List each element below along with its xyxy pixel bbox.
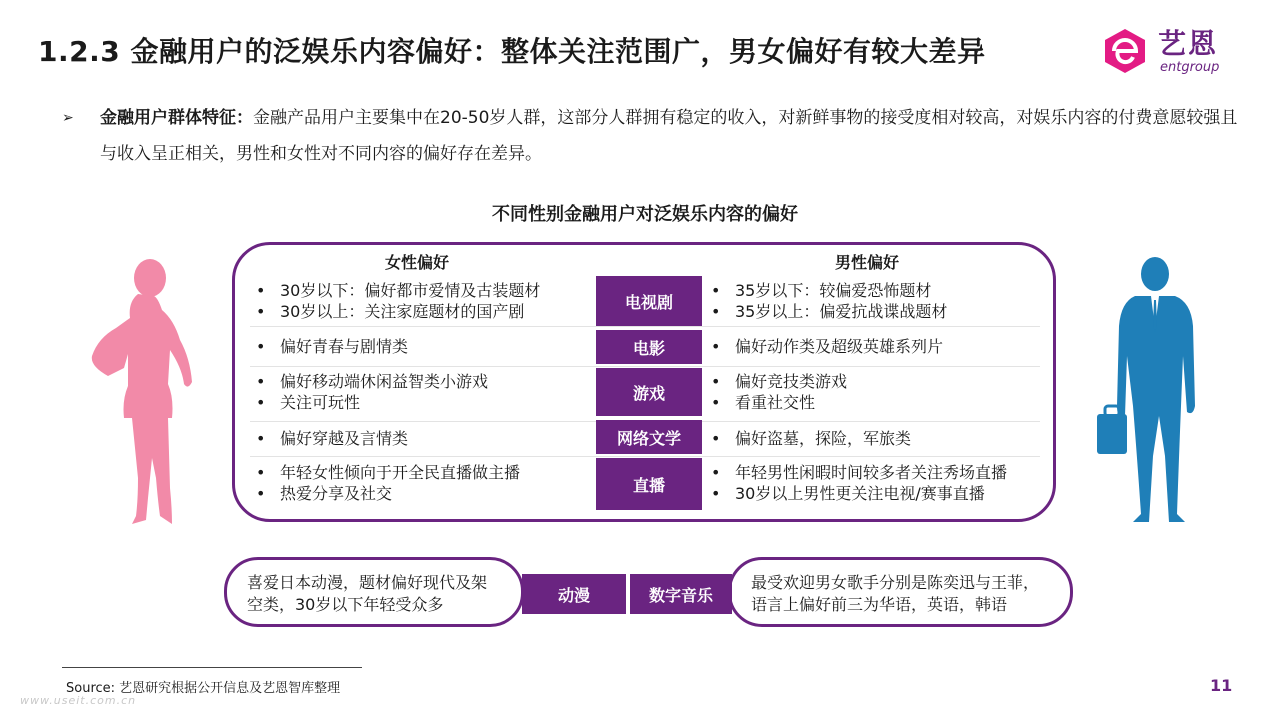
list-item: • 看重社交性 xyxy=(705,392,1045,413)
watermark: www.useit.com.cn xyxy=(20,694,137,707)
female-webnovel-list xyxy=(250,428,590,449)
category-music: 数字音乐 xyxy=(630,574,732,614)
music-description: 最受欢迎男女歌手分别是陈奕迅与王菲，语言上偏好前三为华语，英语，韩语 xyxy=(728,557,1073,627)
entgroup-logo xyxy=(1100,22,1250,78)
row-divider xyxy=(250,326,1040,327)
male-game-list xyxy=(705,371,1045,413)
male-tv-list xyxy=(705,280,1045,322)
logo-cn-text: 艺恩 xyxy=(1158,27,1219,60)
chart-title: 不同性别金融用户对泛娱乐内容的偏好 xyxy=(492,204,798,225)
male-header: 男性偏好 xyxy=(835,253,900,272)
arrow-bullet-icon: ➢ xyxy=(62,110,74,126)
list-item: • 30岁以上：关注家庭题材的国产剧 xyxy=(250,301,590,322)
intro-paragraph xyxy=(62,100,1252,172)
list-item: • 偏好青春与剧情类 xyxy=(250,336,590,357)
list-item: • 偏好竞技类游戏 xyxy=(705,371,1045,392)
row-divider xyxy=(250,456,1040,457)
category-anime: 动漫 xyxy=(522,574,626,614)
female-header: 女性偏好 xyxy=(385,253,450,272)
businessman-silhouette-icon xyxy=(1095,256,1205,526)
page-number: 11 xyxy=(1210,676,1233,695)
row-divider xyxy=(250,366,1040,367)
source-divider xyxy=(62,667,362,668)
male-movie-list xyxy=(705,336,1045,357)
female-movie-list xyxy=(250,336,590,357)
male-live-list xyxy=(705,462,1045,504)
logo-en-text: entgroup xyxy=(1160,60,1220,75)
female-tv-list xyxy=(250,280,590,322)
list-item: • 偏好穿越及言情类 xyxy=(250,428,590,449)
female-game-list xyxy=(250,371,590,413)
anime-description: 喜爱日本动漫，题材偏好现代及架空类，30岁以下年轻受众多 xyxy=(224,557,524,627)
category-tv: 电视剧 xyxy=(596,276,702,326)
category-movie: 电影 xyxy=(596,330,702,364)
male-webnovel-list xyxy=(705,428,1045,449)
list-item: • 30岁以上男性更关注电视/赛事直播 xyxy=(705,483,1045,504)
list-item: • 35岁以下：较偏爱恐怖题材 xyxy=(705,280,1045,301)
list-item: • 年轻女性倾向于开全民直播做主播 xyxy=(250,462,590,483)
logo-e-icon xyxy=(1100,26,1150,76)
female-live-list xyxy=(250,462,590,504)
woman-silhouette-icon xyxy=(88,258,198,528)
list-item: • 热爱分享及社交 xyxy=(250,483,590,504)
list-item: • 年轻男性闲暇时间较多者关注秀场直播 xyxy=(705,462,1045,483)
list-item: • 偏好动作类及超级英雄系列片 xyxy=(705,336,1045,357)
intro-text: 金融产品用户主要集中在20-50岁人群，这部分人群拥有稳定的收入，对新鲜事物的接受度相对较高，对娱乐内容的付费意愿较强且与收入呈正相关，男性和女性对不同内容的偏好存在差异。 xyxy=(100,108,1238,164)
category-live: 直播 xyxy=(596,458,702,510)
list-item: • 35岁以上：偏爱抗战谍战题材 xyxy=(705,301,1045,322)
category-webnovel: 网络文学 xyxy=(596,420,702,454)
category-game: 游戏 xyxy=(596,368,702,416)
list-item: • 30岁以下：偏好都市爱情及古装题材 xyxy=(250,280,590,301)
list-item: • 关注可玩性 xyxy=(250,392,590,413)
page-title: 1.2.3 金融用户的泛娱乐内容偏好：整体关注范围广，男女偏好有较大差异 xyxy=(38,35,986,68)
intro-label: 金融用户群体特征： xyxy=(100,108,253,128)
list-item: • 偏好移动端休闲益智类小游戏 xyxy=(250,371,590,392)
list-item: • 偏好盗墓，探险，军旅类 xyxy=(705,428,1045,449)
source-note: Source: 艺恩研究根据公开信息及艺恩智库整理 xyxy=(66,681,341,696)
